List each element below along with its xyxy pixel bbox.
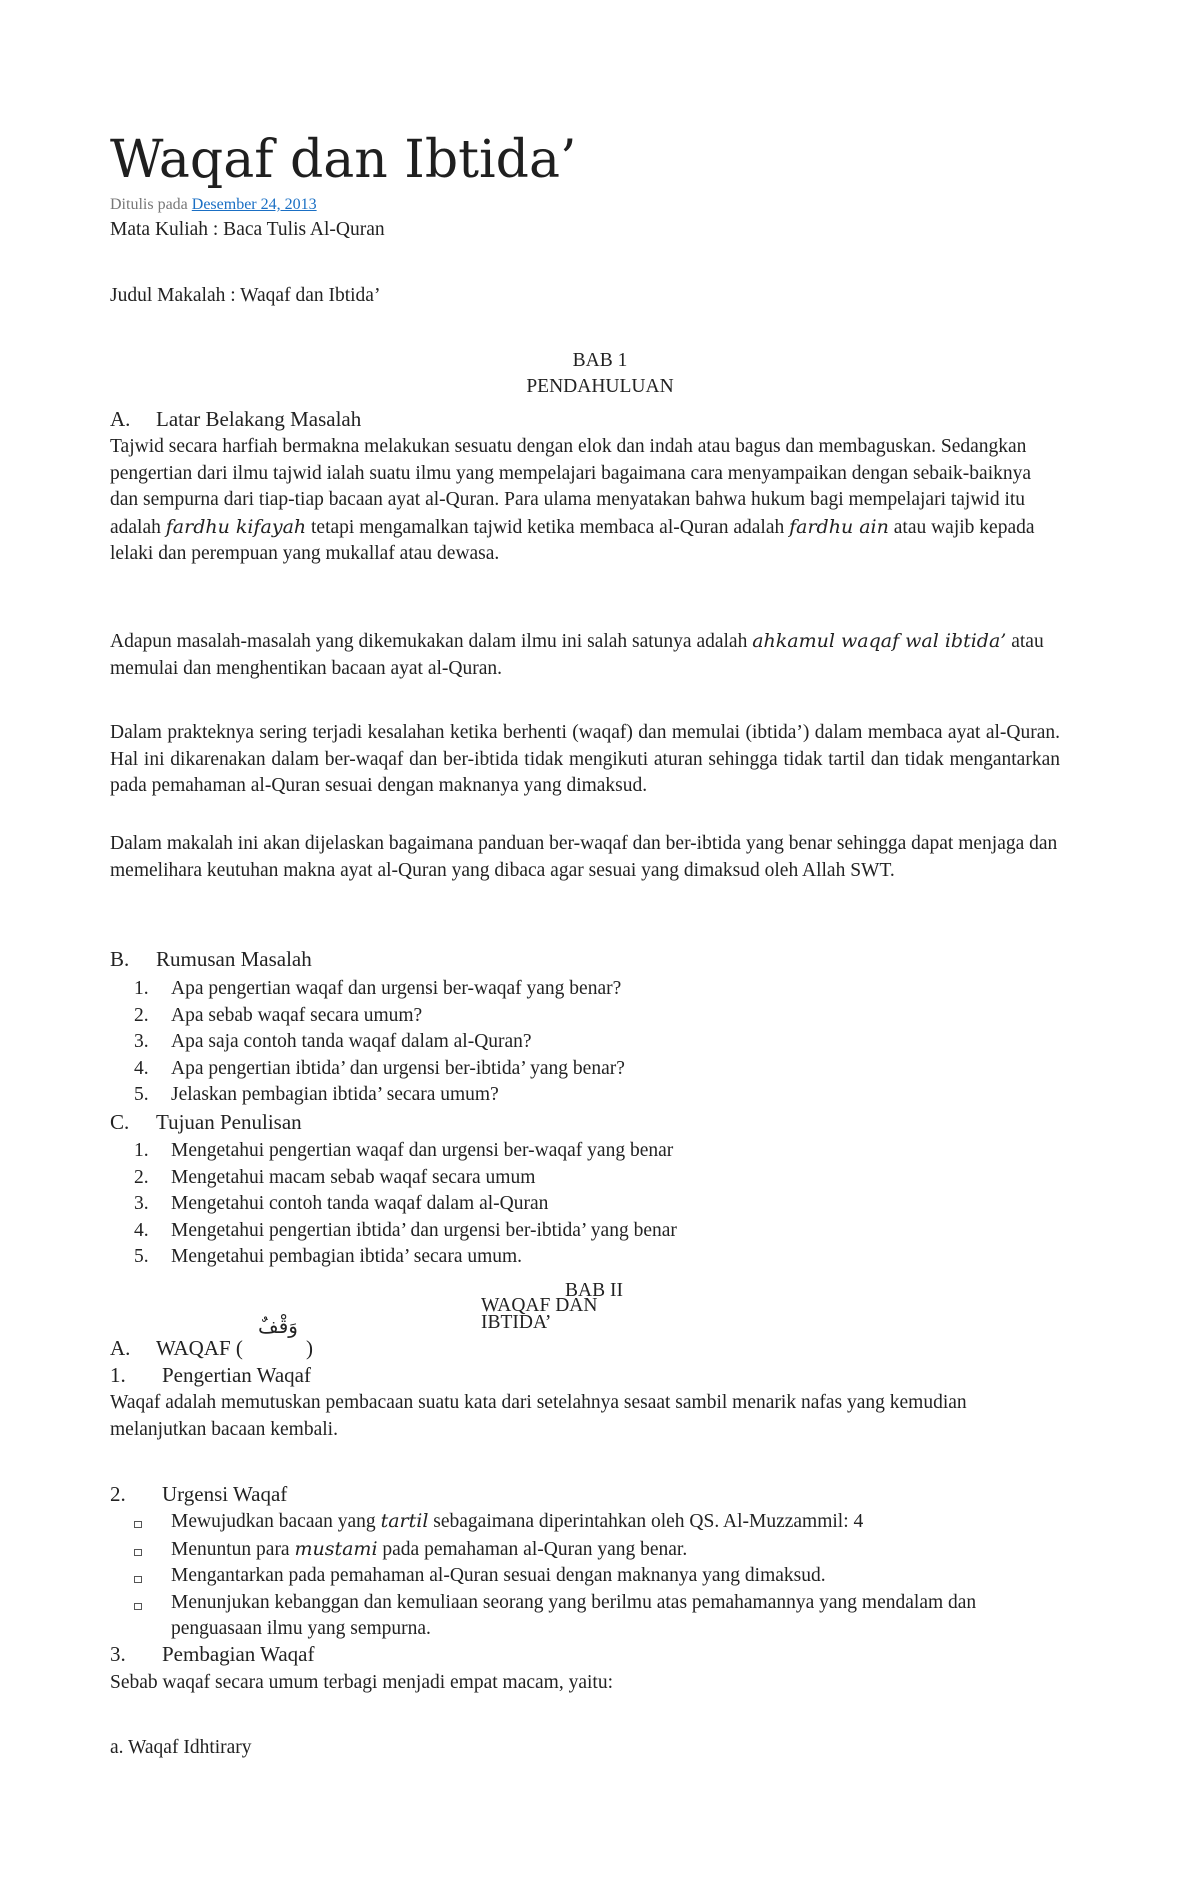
para2-text-2: atau memulai dan menghentikan bacaan ayat al-Quran. (110, 631, 1044, 679)
list-text: Apa pengertian ibtida’ dan urgensi ber-ibtida’ yang benar? (171, 1057, 625, 1079)
bab2-line2: IBTIDA’ (481, 1312, 552, 1333)
list-number: 1. (134, 1140, 149, 1161)
bab2-number: BAB II (565, 1280, 623, 1301)
section-b-letter: B. (110, 947, 130, 971)
list-text: Mengetahui pembagian ibtida’ secara umum. (171, 1246, 523, 1267)
list-item (110, 1590, 1060, 1643)
list-text-post: sebagaimana diperintahkan oleh QS. Al-Muzzammil: 4 (433, 1511, 864, 1532)
sub1-number: 1. (110, 1363, 126, 1387)
list-item (110, 1191, 677, 1218)
list-text: Mengetahui pengertian waqaf dan urgensi ber-waqaf yang benar (171, 1140, 674, 1161)
sub-heading-pembagian (110, 1642, 314, 1667)
list-text: Mengetahui contoh tanda waqaf dalam al-Quran (171, 1193, 549, 1214)
meta-prefix: Ditulis pada (110, 196, 188, 213)
section-c-title: Tujuan Penulisan (156, 1110, 302, 1134)
list-number: 5. (134, 1084, 149, 1105)
list-item (110, 1536, 1060, 1564)
paragraph-masalah (110, 628, 1060, 682)
section-c-heading (110, 1110, 302, 1135)
bab1-number: BAB 1 (572, 350, 628, 371)
para1-italic-1: fardhu kifayah (165, 515, 307, 538)
section-a-heading (110, 407, 361, 432)
section-a-letter: A. (110, 407, 131, 431)
paragraph-latar-belakang (110, 434, 1060, 568)
square-bullet-icon (134, 1521, 142, 1528)
tujuan-list (110, 1138, 677, 1271)
item-waqaf-idhtirary: a. Waqaf Idhtirary (110, 1737, 252, 1758)
list-number: 1. (134, 978, 149, 999)
list-text: Apa saja contoh tanda waqaf dalam al-Quran? (171, 1031, 532, 1052)
section-c-letter: C. (110, 1110, 130, 1134)
list-item (110, 976, 625, 1003)
section-a-title: Latar Belakang Masalah (156, 407, 362, 431)
makalah-line: Judul Makalah : Waqaf dan Ibtida’ (110, 285, 381, 306)
para2-text-1: Adapun masalah-masalah yang dikemukakan dalam ilmu ini salah satunya adalah (110, 631, 748, 652)
para1-text-2: tetapi mengamalkan tajwid ketika membaca al-Quran adalah (311, 516, 785, 538)
square-bullet-icon (134, 1576, 142, 1583)
list-number: 3. (134, 1193, 149, 1214)
list-number: 2. (134, 1004, 149, 1026)
sub3-number: 3. (110, 1642, 126, 1666)
para1-text-1: Tajwid secara harfiah bermakna melakukan sesuatu dengan elok dan indah atau bagus dan membaguskan. Sedangkan pengertian dari ilmu tajwid ialah suatu ilmu yang mempelajari bagaimana cara menyampaikan dengan sebaik-baiknya dan sempurna dari tiap-tiap bacaan ayat al-Quran. Para ulama menyatakan bahwa hukum bagi mempelajari tajwid itu adalah (110, 436, 1032, 538)
list-number: 2. (134, 1166, 149, 1188)
waqaf-heading (110, 1336, 243, 1361)
square-bullet-icon (134, 1549, 142, 1556)
list-text: Apa pengertian waqaf dan urgensi ber-waqaf yang benar? (171, 978, 622, 999)
list-number: 3. (134, 1031, 149, 1052)
list-item (110, 1003, 625, 1030)
list-number: 5. (134, 1246, 149, 1267)
list-item (110, 1165, 677, 1192)
list-item (110, 1029, 625, 1056)
paragraph-pengertian: Waqaf adalah memutuskan pembacaan suatu kata dari setelahnya sesaat sambil menarik nafas yang kemudian melanjutkan bacaan kembali. (110, 1392, 967, 1440)
sub2-title: Urgensi Waqaf (162, 1482, 288, 1506)
list-italic: mustami (294, 1537, 378, 1560)
list-item (110, 1082, 625, 1109)
paragraph-pembagian: Sebab waqaf secara umum terbagi menjadi empat macam, yaitu: (110, 1672, 614, 1693)
para1-italic-2: fardhu ain (789, 515, 889, 538)
list-item (110, 1218, 677, 1245)
para2-italic: ahkamul waqaf wal ibtida’ (752, 630, 1007, 652)
list-text: Mengetahui macam sebab waqaf secara umum (171, 1166, 536, 1188)
para1-text-3: atau wajib kepada lelaki dan perempuan yang mukallaf atau dewasa. (110, 516, 1035, 565)
list-item (110, 1244, 677, 1271)
list-item (110, 1508, 1060, 1536)
waqaf-title: WAQAF ( (156, 1336, 243, 1360)
post-title: Waqaf dan Ibtida’ (110, 130, 577, 190)
list-text-post: pada pemahaman al-Quran yang benar. (382, 1538, 688, 1560)
paragraph-makalah: Dalam makalah ini akan dijelaskan bagaimana panduan ber-waqaf dan ber-ibtida yang benar sehingga dapat menjaga dan memelihara keutuhan makna ayat al-Quran yang dibaca agar sesuai yang dimaksud oleh Allah SWT. (110, 833, 1058, 881)
sub2-number: 2. (110, 1482, 126, 1506)
waqaf-arabic: وَقْفٌ (258, 1314, 298, 1338)
sub3-title: Pembagian Waqaf (162, 1642, 315, 1666)
post-meta (110, 196, 317, 214)
list-text: Menunjukan kebanggan dan kemuliaan seorang yang berilmu atas pemahamannya yang mendalam dan penguasaan ilmu yang sempurna. (171, 1591, 977, 1639)
list-text: Apa sebab waqaf secara umum? (171, 1004, 423, 1026)
list-text: Mewujudkan bacaan yang (171, 1511, 376, 1532)
sub-heading-urgensi (110, 1482, 287, 1507)
section-b-heading (110, 947, 312, 972)
list-item (110, 1056, 625, 1083)
urgensi-list (110, 1508, 1060, 1643)
sub-heading-pengertian (110, 1363, 311, 1388)
list-text: Mengantarkan pada pemahaman al-Quran sesuai dengan maknanya yang dimaksud. (171, 1565, 826, 1586)
sub1-title: Pengertian Waqaf (162, 1363, 311, 1387)
section-b-title: Rumusan Masalah (156, 947, 312, 971)
list-italic: tartil (380, 1510, 429, 1532)
waqaf-close-paren: ) (306, 1336, 313, 1360)
post-date-link[interactable]: Desember 24, 2013 (191, 196, 317, 213)
list-item (110, 1563, 1060, 1590)
list-item (110, 1138, 677, 1165)
list-number: 4. (134, 1057, 149, 1079)
bab1-name: PENDAHULUAN (526, 376, 674, 397)
paragraph-praktek: Dalam prakteknya sering terjadi kesalahan ketika berhenti (waqaf) dan memulai (ibtida’) dalam membaca ayat al-Quran. Hal ini dikarenakan dalam ber-waqaf dan ber-ibtida tidak mengikuti aturan sehingga tidak tartil dan tidak mengantarkan pada pemahaman al-Quran sesuai dengan maknanya yang dimaksud. (110, 722, 1060, 797)
list-text: Mengetahui pengertian ibtida’ dan urgensi ber-ibtida’ yang benar (171, 1219, 677, 1241)
waqaf-letter: A. (110, 1336, 131, 1360)
bab2-line1: WAQAF DAN (481, 1295, 598, 1316)
course-line: Mata Kuliah : Baca Tulis Al-Quran (110, 219, 385, 240)
rumusan-list (110, 976, 625, 1109)
list-text: Jelaskan pembagian ibtida’ secara umum? (171, 1084, 499, 1105)
list-text: Menuntun para (171, 1538, 290, 1560)
square-bullet-icon (134, 1603, 142, 1610)
list-number: 4. (134, 1219, 149, 1241)
